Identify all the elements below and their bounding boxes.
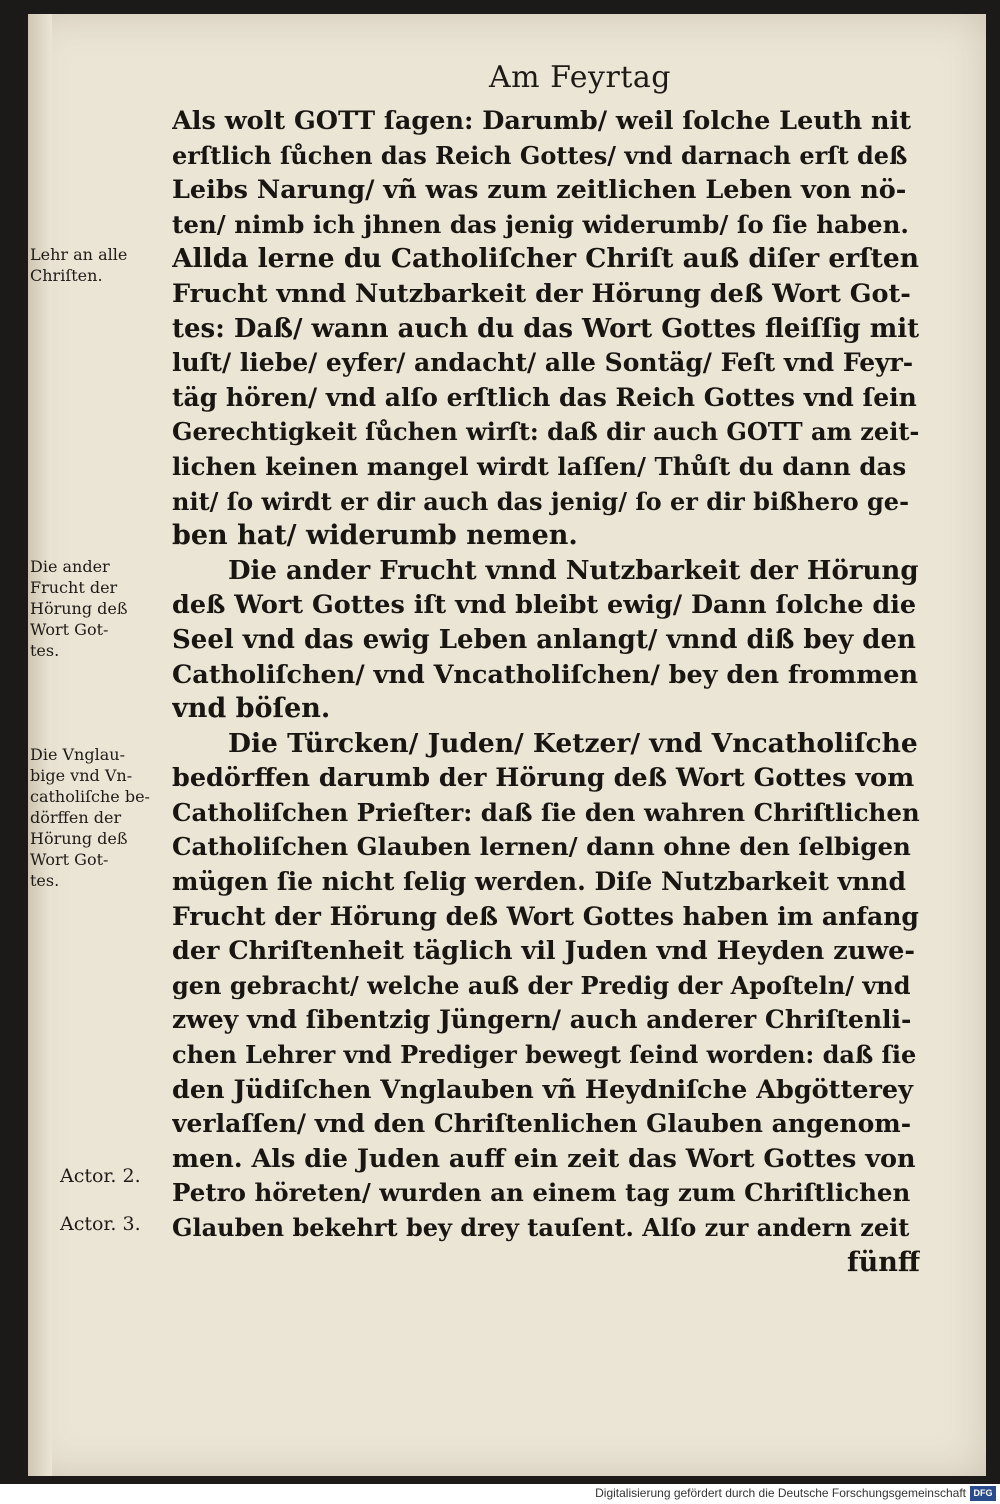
text-line: lichen keinen mangel wirdt laſſen/ Thůſt du dann das — [172, 451, 907, 481]
text-line: Catholiſchen Prieſter: daß ſie den wahren Chriſtlichen — [172, 797, 920, 827]
text-line: Als wolt GOTT ſagen: Darumb/ weil ſolche Leuth nit — [172, 106, 912, 136]
text-line: verlaſſen/ vnd den Chriſtenlichen Glauben angenom- — [172, 1109, 912, 1139]
text-line: der Chriſtenheit täglich vil Juden vnd Heyden zuwe- — [172, 936, 915, 967]
text-line: deß Wort Gottes iſt vnd bleibt ewig/ Dann ſolche die — [172, 590, 917, 621]
text-line: vnd böſen. — [172, 693, 331, 725]
text-line: bedörffen darumb der Hörung deß Wort Gottes vom — [172, 763, 915, 794]
text-line: Seel vnd das ewig Leben anlangt/ vnnd diß bey den — [172, 624, 916, 655]
text-line: Die ander Frucht vnnd Nutzbarkeit der Hörung — [228, 555, 919, 586]
dfg-logo-icon: DFG — [970, 1486, 996, 1501]
text-line: fünff — [846, 1246, 920, 1278]
text-line: men. Als die Juden auff ein zeit das Wort Gottes von — [172, 1143, 916, 1174]
text-line: Catholiſchen Glauben lernen/ dann ohne den ſelbigen — [172, 832, 911, 862]
text-line: ten/ nimb ich jhnen das jenig widerumb/ ſo ſie haben. — [172, 209, 909, 239]
digitization-note: Digitalisierung gefördert durch die Deutsche Forschungsgemeinschaft — [595, 1486, 966, 1500]
text-line: Petro höreten/ wurden an einem tag zum Chriſtlichen — [172, 1178, 911, 1208]
body-text — [172, 104, 920, 1280]
margin-note-actor-3: Actor. 3. — [60, 1213, 141, 1235]
text-line: tes: Daß/ wann auch du das Wort Gottes fleiſſig mit — [172, 313, 920, 344]
text-line: Frucht der Hörung deß Wort Gottes haben im anfang — [172, 901, 919, 931]
text-line: Die Türcken/ Juden/ Ketzer/ vnd Vncatholiſche — [228, 727, 918, 759]
text-line: Catholiſchen/ vnd Vncatholiſchen/ bey den frommen — [172, 659, 918, 690]
running-title: Am Feyrtag — [488, 60, 671, 95]
text-line: Frucht vnnd Nutzbarkeit der Hörung deß Wort Got- — [172, 278, 911, 309]
text-line: Glauben bekehrt bey drey tauſent. Alſo zur andern zeit — [172, 1213, 910, 1242]
text-line: gen gebracht/ welche auß der Predig der Apoſteln/ vnd — [172, 970, 911, 1000]
text-line: mügen ſie nicht ſelig werden. Diſe Nutzbarkeit vnnd — [172, 867, 906, 897]
text-line: ben hat/ widerumb nemen. — [172, 520, 578, 552]
margin-note-actor-2: Actor. 2. — [60, 1165, 141, 1187]
text-line: Allda lerne du Catholiſcher Chriſt auß diſer erſten — [172, 243, 919, 275]
margin-note-2: Die ander Frucht der Hörung deß Wort Got- tes. — [30, 557, 128, 660]
text-line: den Jüdiſchen Vnglauben vñ Heydniſche Abgötterey — [172, 1074, 913, 1105]
text-line: erſtlich ſůchen das Reich Gottes/ vnd darnach erſt deß — [172, 140, 908, 170]
footer-bar — [0, 1484, 1000, 1504]
text-line: chen Lehrer vnd Prediger bewegt ſeind worden: daß ſie — [172, 1040, 917, 1070]
text-line: täg hören/ vnd alſo erſtlich das Reich Gottes vnd ſein — [172, 382, 917, 412]
text-line: nit/ ſo wirdt er dir auch das jenig/ ſo er dir bißhero ge- — [172, 486, 910, 516]
text-line: Leibs Narung/ vñ was zum zeitlichen Leben von nö- — [172, 175, 907, 206]
text-line: zwey vnd ſibentzig Jüngern/ auch anderer Chriſtenli- — [172, 1005, 912, 1035]
text-line: Gerechtigkeit ſůchen wirſt: daß dir auch GOTT am zeit- — [172, 417, 920, 447]
text-line: luſt/ liebe/ eyfer/ andacht/ alle Sontäg/ Feſt vnd Feyr- — [172, 348, 914, 378]
margin-note-3: Die Vnglau- bige vnd Vn- catholiſche be- dörffen der Hörung deß Wort Got- tes. — [30, 745, 150, 890]
margin-note-1: Lehr an alle Chriſten. — [30, 245, 128, 285]
